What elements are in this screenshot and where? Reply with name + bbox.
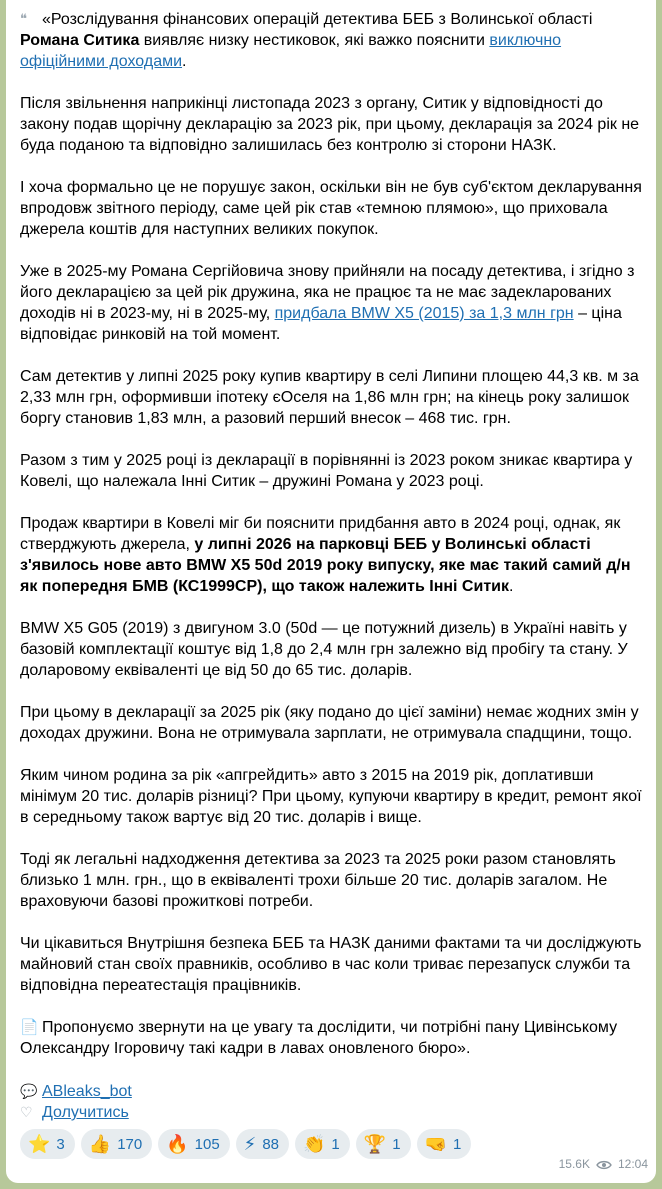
quote-icon: ❝ — [20, 11, 27, 26]
fire-icon: 🔥 — [166, 1134, 189, 1154]
paragraph-8: BMW X5 G05 (2019) з двигуном 3.0 (50d — це потужний дизель) в Україні навіть у базовій комплектації коштує від 1,8 до 2,4 млн грн залежно від пробігу та стану. У доларовому еквіваленті це від 50 до 65 тис. доларів. — [20, 620, 628, 679]
paragraph-13: 📄 Пропонуємо звернути на це увагу та дослідити, чи потрібні пану Цивінському Олександру Ігоровичу такі кадри в лавах оновленого бюро». — [20, 1019, 618, 1057]
income-link[interactable]: виключно офіційними доходами — [20, 32, 562, 70]
footer-links — [20, 1081, 646, 1123]
heart-icon: ♡ — [20, 1104, 33, 1120]
message-text — [20, 8, 646, 1059]
paragraph-7: Продаж квартири в Ковелі міг би пояснити придбання авто в 2024 році, однак, як стверджують джерела, у липні 2026 на парковці БЕБ у Волинські області з'явилось нове авто BMW X5 50d 2019 року випуску, яке має такий самий д/н як попередня БМВ (КС1999СР), що також належить Інні Ситик. — [20, 515, 631, 595]
reaction-fist[interactable]: 🤜 1 — [417, 1129, 472, 1159]
eye-icon — [596, 1160, 612, 1170]
reaction-fire[interactable]: 🔥 105 — [158, 1129, 229, 1159]
paragraph-12: Чи цікавиться Внутрішня безпека БЕБ та НАЗК даними фактами та чи досліджують майновий стан своїх правників, особливо в час коли триває перезапуск служби та відповідна переатестація працівників. — [20, 935, 642, 994]
join-link[interactable]: Долучитись — [42, 1104, 129, 1121]
clap-icon: 👏 — [303, 1134, 326, 1154]
chat-bubble-icon: 💬 — [20, 1083, 38, 1099]
thumbs-up-icon: 👍 — [88, 1134, 112, 1154]
paragraph-9: При цьому в декларації за 2025 рік (яку подано до цієї заміни) немає жодних змін у доходах дружини. Вона не отримувала зарплати, не отримувала спадщини, тощо. — [20, 704, 639, 742]
reactions-bar — [20, 1129, 646, 1159]
fist-icon: 🤜 — [424, 1134, 447, 1154]
star-icon: ⭐ — [28, 1134, 51, 1154]
message-time: 12:04 — [617, 1157, 648, 1171]
paragraph-5: Сам детектив у липні 2025 року купив квартиру в селі Липини площею 44,3 кв. м за 2,33 млн грн, оформивши іпотеку єОселя на 1,86 млн грн; на кінець року залишок боргу становив 1,83 млн, а разовий перший внесок – 468 тис. грн. — [20, 368, 639, 427]
paragraph-4: Уже в 2025-му Романа Сергійовича знову прийняли на посаду детектива, і згідно з його декларацією за цей рік дружина, яка не працює та не має задекларованих доходів ні в 2023-му, ні в 2025-му, придбала BMW X5 (2015) за 1,3 млн грн – ціна відповідає ринковій на той момент. — [20, 263, 635, 343]
bot-link-row[interactable] — [20, 1081, 646, 1102]
paragraph-6: Разом з тим у 2025 році із декларації в порівнянні із 2023 роком зникає квартира у Ковелі, що належала Інні Ситик – дружині Романа у 2023 році. — [20, 452, 633, 490]
document-icon: 📄 — [20, 1019, 39, 1036]
reaction-clap[interactable]: 👏 1 — [295, 1129, 350, 1159]
lightning-icon: ⚡ — [243, 1134, 257, 1154]
reaction-lightning[interactable]: ⚡ 88 — [236, 1129, 289, 1159]
paragraph-3: І хоча формально це не порушує закон, оскільки він не був суб'єктом декларування впродовж звітного періоду, саме цей рік став «темною плямою», що приховала джерела коштів для наступних великих покупок. — [20, 179, 642, 238]
paragraph-10: Яким чином родина за рік «апгрейдить» авто з 2015 на 2019 рік, доплативши мінімум 20 тис. доларів різниці? При цьому, купуючи квартиру в кредит, ремонт якої в середньому також вартує від 20 тис. доларів і вище. — [20, 767, 642, 826]
reaction-star[interactable]: ⭐ 3 — [20, 1129, 75, 1159]
join-link-row[interactable] — [20, 1102, 646, 1123]
reaction-thumbs-up[interactable]: 👍 170 — [81, 1129, 152, 1159]
paragraph-2: Після звільнення наприкінці листопада 2023 з органу, Ситик у відповідності до закону подав щорічну декларацію за 2023 рік, при цьому, декларація за 2024 рік не буда поданою та відповідно залишилась без контролю зі сторони НАЗК. — [20, 95, 640, 154]
message-meta — [559, 1154, 648, 1175]
paragraph-11: Тоді як легальні надходження детектива за 2023 та 2025 роки разом становлять близько 1 млн. грн., що в еквіваленті трохи більше 20 тис. доларів загалом. Не враховуючи базові прожиткові потреби. — [20, 851, 616, 910]
bot-link[interactable]: ABleaks_bot — [42, 1083, 132, 1100]
reaction-trophy[interactable]: 🏆 1 — [356, 1129, 411, 1159]
message-bubble — [6, 0, 656, 1183]
paragraph-1: ❝ «Розслідування фінансових операцій детектива БЕБ з Волинської області Романа Ситика виявляє низку нестиковок, які важко пояснити виключно офіційними доходами. — [20, 8, 646, 72]
bmw-purchase-link[interactable]: придбала BMW X5 (2015) за 1,3 млн грн — [274, 305, 574, 322]
trophy-icon: 🏆 — [363, 1134, 387, 1154]
view-count: 15.6K — [558, 1157, 590, 1171]
